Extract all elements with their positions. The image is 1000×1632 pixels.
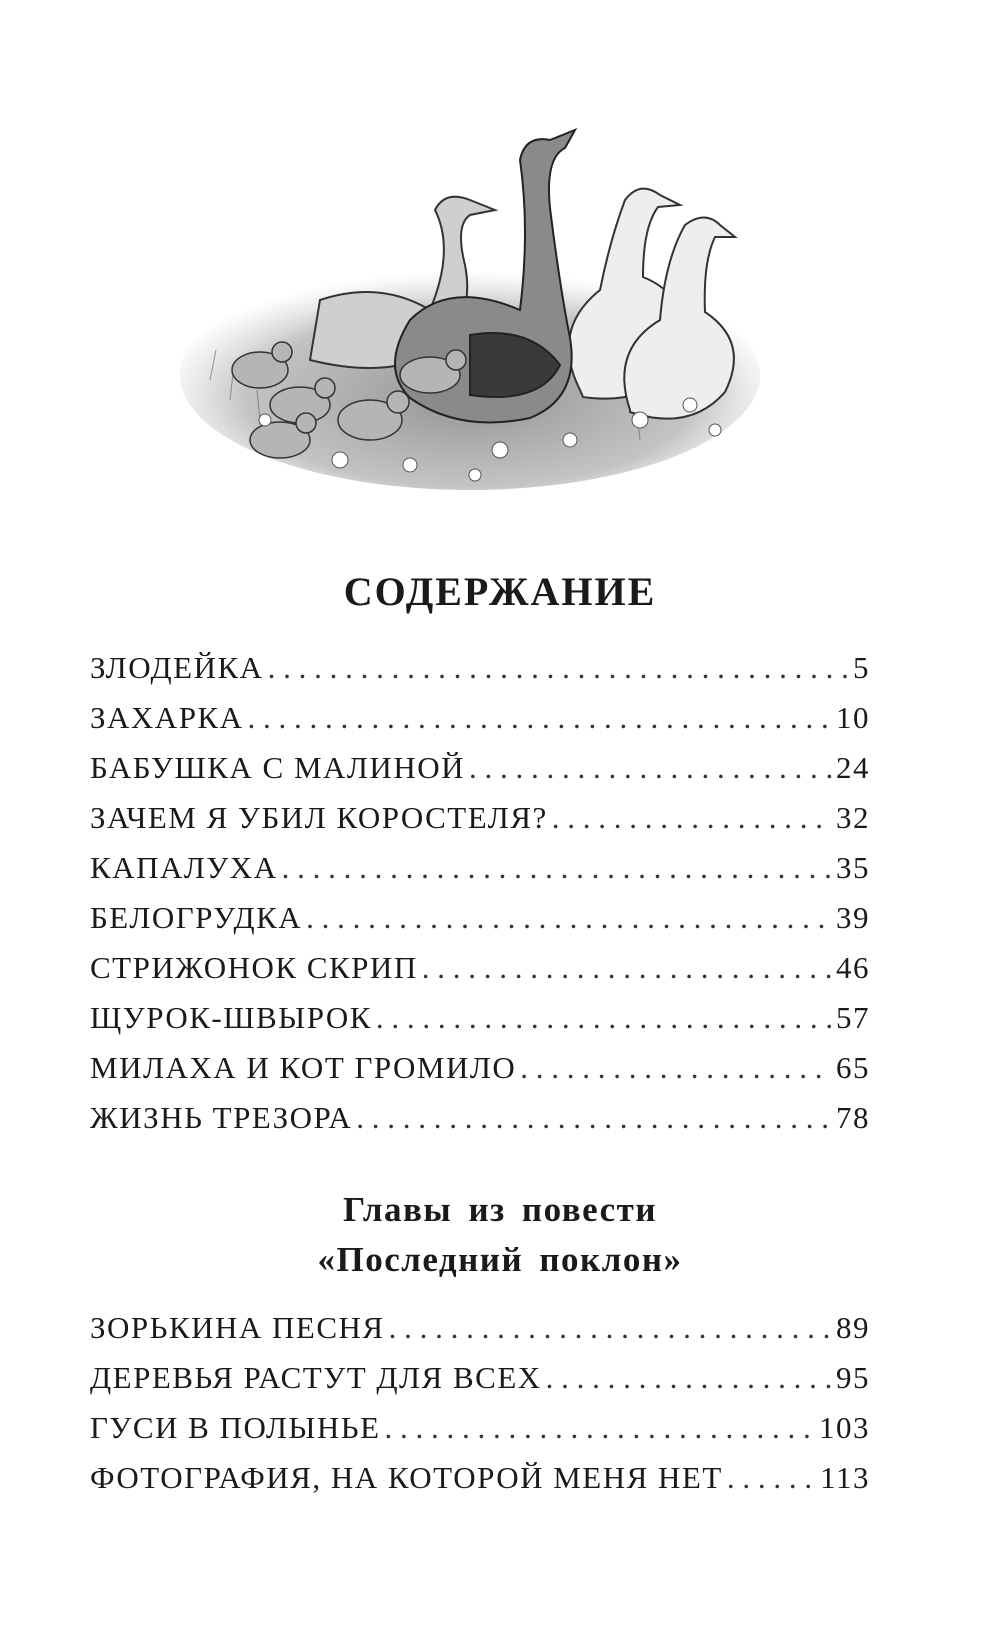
toc-entry-title: ЗАЧЕМ Я УБИЛ КОРОСТЕЛЯ?: [90, 800, 548, 835]
toc-entry-page: 32: [836, 800, 870, 835]
leader-dots: [282, 850, 832, 886]
toc-entry-title: ЗЛОДЕЙКА: [90, 650, 264, 685]
toc-entry-title: ФОТОГРАФИЯ, НА КОТОРОЙ МЕНЯ НЕТ: [90, 1460, 723, 1495]
section-heading: [0, 1185, 1000, 1285]
leader-dots: [248, 700, 833, 736]
toc-entry-page: 46: [836, 950, 870, 985]
section-heading-line2: «Последний поклон»: [317, 1240, 683, 1279]
toc-entry-title: СТРИЖОНОК СКРИП: [90, 950, 418, 985]
section-contents-list: [90, 1310, 870, 1510]
toc-entry[interactable]: [90, 1050, 870, 1100]
toc-entry[interactable]: [90, 800, 870, 850]
toc-entry[interactable]: [90, 1460, 870, 1510]
leader-dots: [727, 1460, 816, 1496]
toc-entry-title: ЩУРОК-ШВЫРОК: [90, 1000, 372, 1035]
toc-entry-page: 24: [836, 750, 870, 785]
toc-entry-title: ЗАХАРКА: [90, 700, 244, 735]
leader-dots: [306, 900, 832, 936]
toc-entry-page: 5: [853, 650, 870, 685]
toc-entry-page: 103: [819, 1410, 870, 1445]
toc-entry-title: МИЛАХА И КОТ ГРОМИЛО: [90, 1050, 517, 1085]
page-title: СОДЕРЖАНИЕ: [343, 569, 657, 614]
toc-entry[interactable]: [90, 1100, 870, 1150]
contents-list: [90, 650, 870, 1150]
toc-entry-title: ЖИЗНЬ ТРЕЗОРА: [90, 1100, 353, 1135]
leader-dots: [376, 1000, 832, 1036]
leader-dots: [552, 800, 832, 836]
toc-entry-page: 95: [836, 1360, 870, 1395]
toc-entry-page: 35: [836, 850, 870, 885]
toc-entry[interactable]: [90, 750, 870, 800]
toc-entry[interactable]: [90, 950, 870, 1000]
toc-entry-page: 113: [820, 1460, 870, 1495]
toc-entry[interactable]: [90, 650, 870, 700]
leader-dots: [546, 1360, 832, 1396]
toc-entry-page: 57: [836, 1000, 870, 1035]
toc-entry-page: 10: [836, 700, 870, 735]
toc-entry-title: БАБУШКА С МАЛИНОЙ: [90, 750, 465, 785]
leader-dots: [268, 650, 849, 686]
toc-entry[interactable]: [90, 900, 870, 950]
goose-right-icon: [569, 189, 735, 419]
toc-entry-title: ЗОРЬКИНА ПЕСНЯ: [90, 1310, 385, 1345]
leader-dots: [356, 1100, 832, 1136]
leader-dots: [520, 1050, 832, 1086]
leader-dots: [469, 750, 832, 786]
leader-dots: [389, 1310, 832, 1346]
toc-entry-title: КАПАЛУХА: [90, 850, 278, 885]
toc-entry[interactable]: [90, 1310, 870, 1360]
toc-entry-title: ГУСИ В ПОЛЫНЬЕ: [90, 1410, 381, 1445]
toc-entry-page: 78: [836, 1100, 870, 1135]
leader-dots: [422, 950, 832, 986]
toc-entry[interactable]: [90, 700, 870, 750]
toc-entry[interactable]: [90, 850, 870, 900]
toc-entry-title: ДЕРЕВЬЯ РАСТУТ ДЛЯ ВСЕХ: [90, 1360, 542, 1395]
toc-entry[interactable]: [90, 1410, 870, 1460]
geese-illustration: [170, 120, 770, 500]
toc-entry-page: 39: [836, 900, 870, 935]
toc-entry-page: 89: [836, 1310, 870, 1345]
leader-dots: [385, 1410, 815, 1446]
toc-entry[interactable]: [90, 1360, 870, 1410]
toc-entry-page: 65: [836, 1050, 870, 1085]
toc-entry[interactable]: [90, 1000, 870, 1050]
section-heading-line1: Главы из повести: [343, 1190, 657, 1229]
toc-entry-title: БЕЛОГРУДКА: [90, 900, 303, 935]
